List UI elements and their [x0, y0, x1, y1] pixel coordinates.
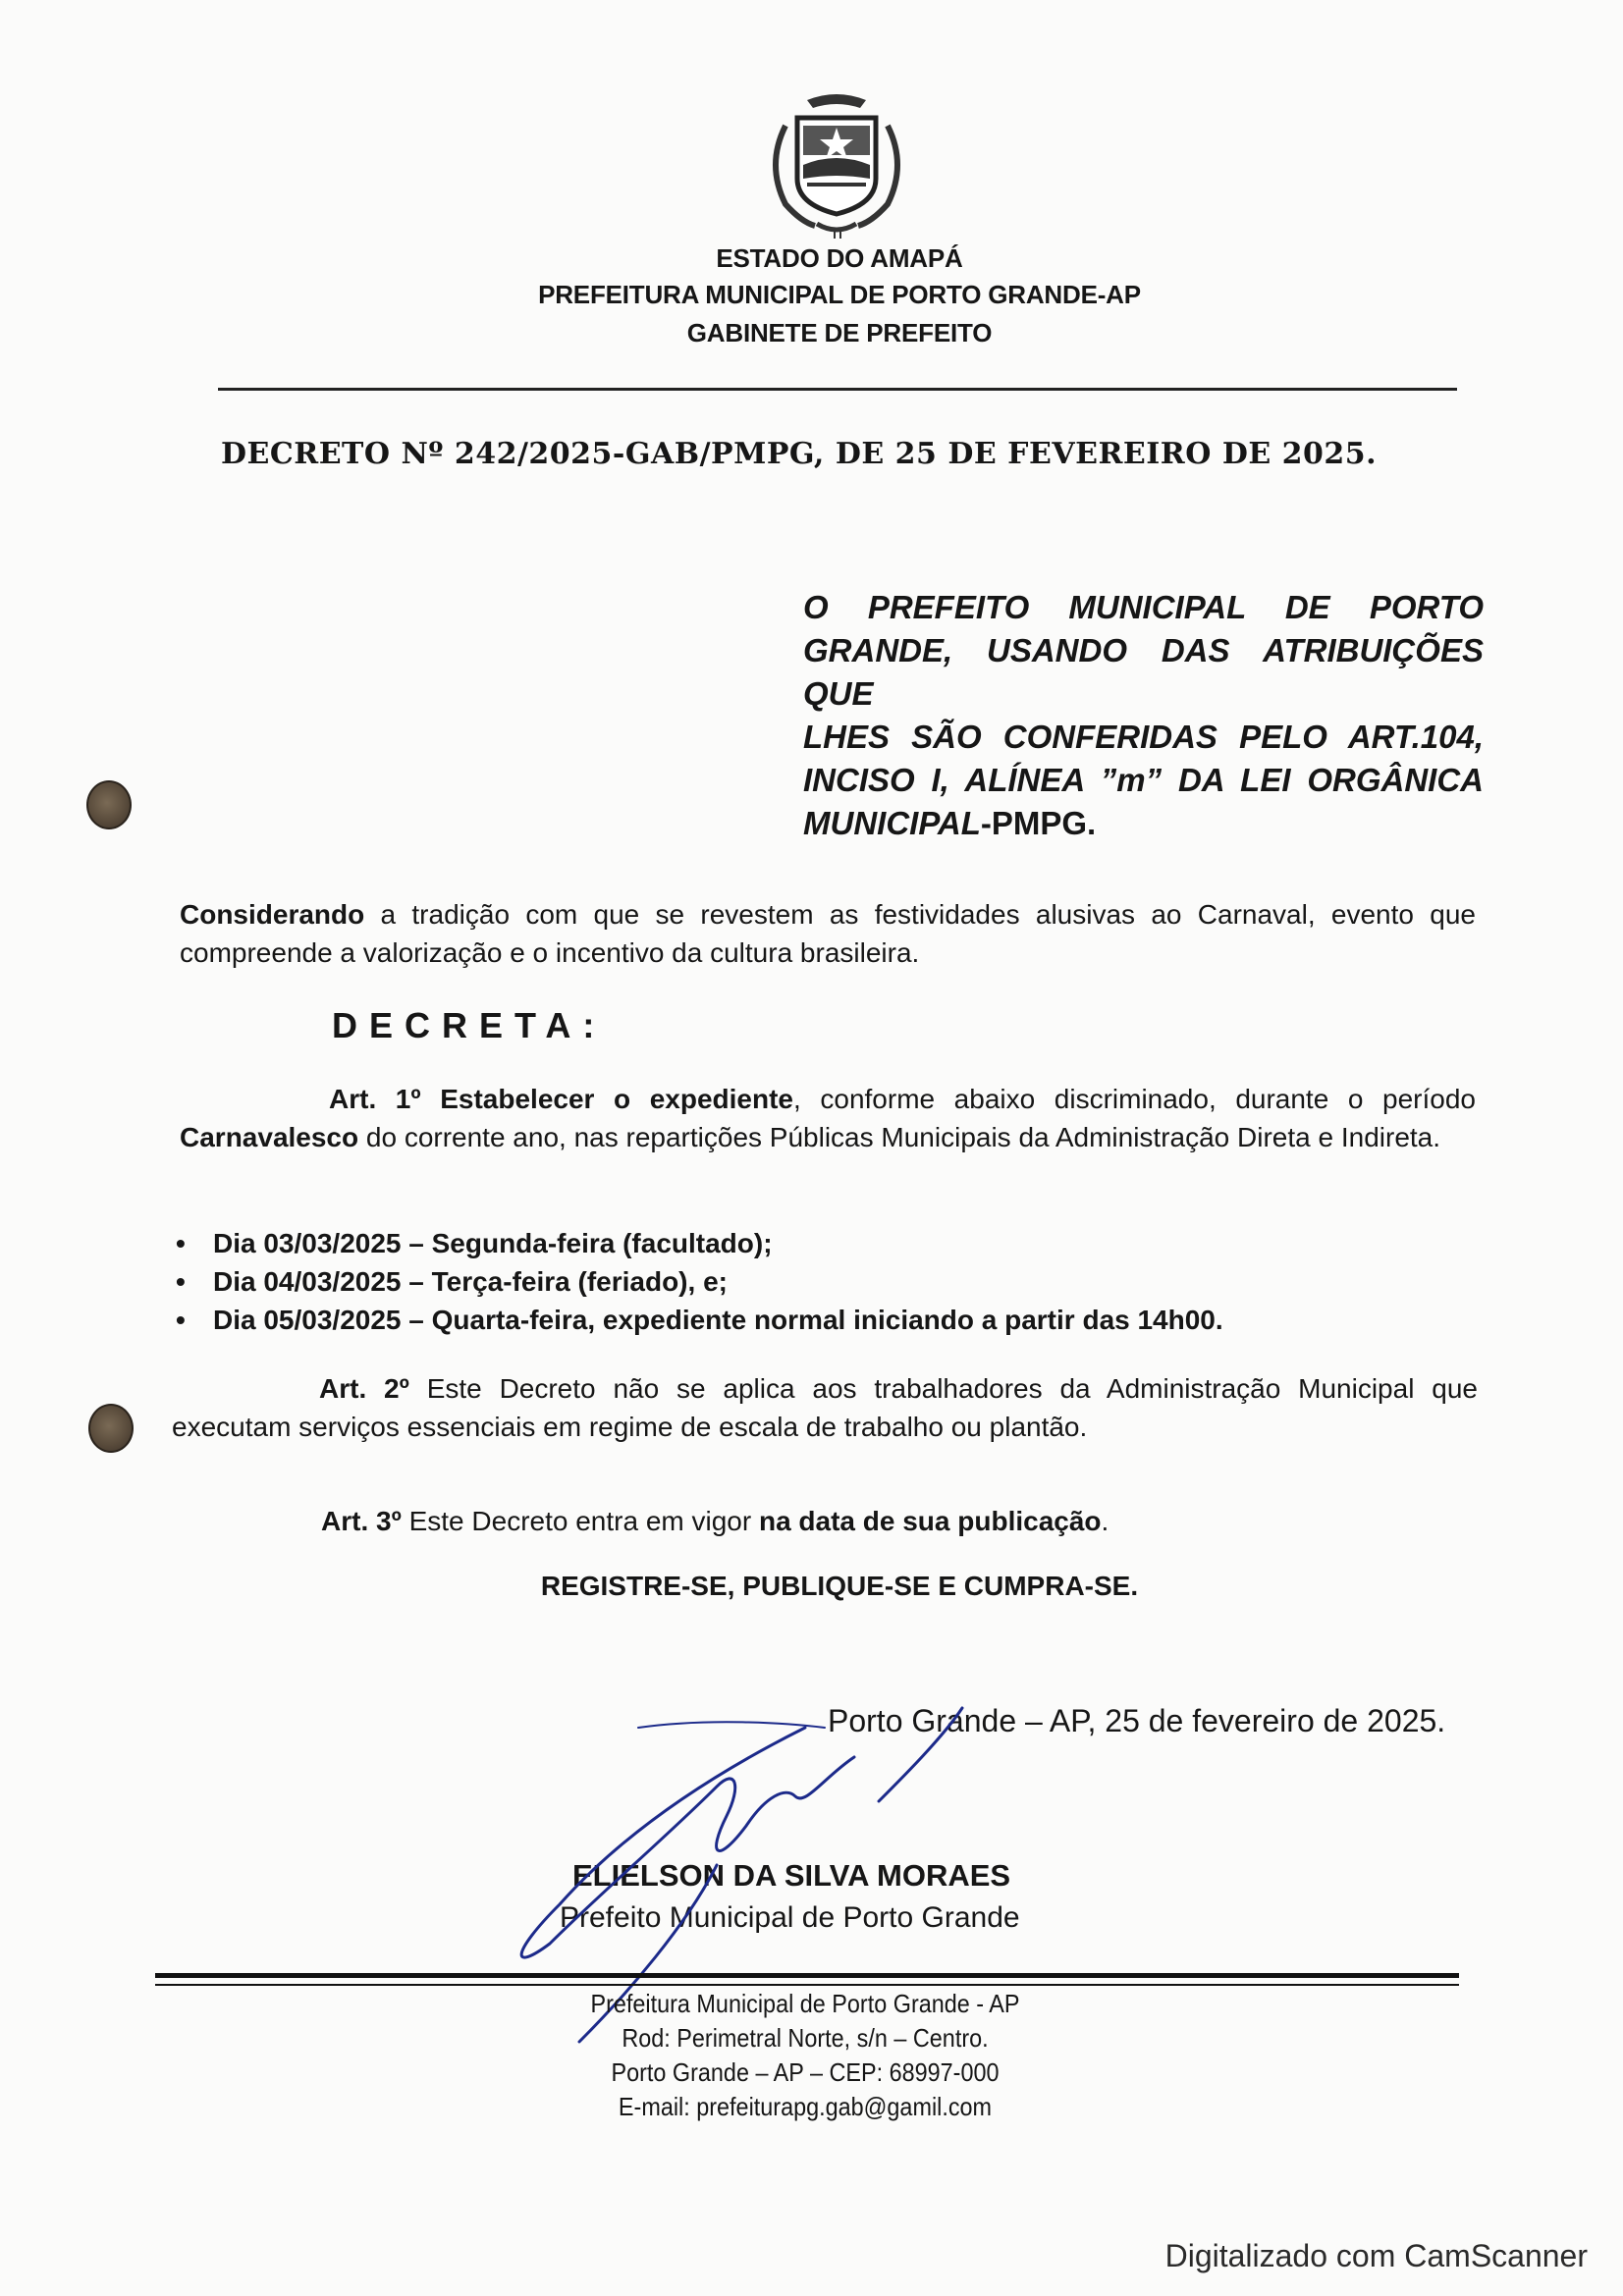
schedule-list [172, 1224, 1468, 1339]
decree-title: DECRETO Nº 242/2025-GAB/PMPG, DE 25 DE FEVEREIRO DE 2025. [221, 437, 1378, 471]
preamble [803, 586, 1484, 845]
signer-name: ELIELSON DA SILVA MORAES [572, 1858, 1011, 1893]
registre-line: REGISTRE-SE, PUBLIQUE-SE E CUMPRA-SE. [540, 1571, 1139, 1601]
article-1-text: , conforme abaixo discriminado, durante o período [793, 1084, 1477, 1114]
article-2 [172, 1369, 1478, 1446]
header-prefeitura: PREFEITURA MUNICIPAL DE PORTO GRANDE-AP [538, 280, 1141, 309]
article-2-text: Este Decreto não se aplica aos trabalhadores da Administração Municipal que executam serviços essenciais em regime de escala de trabalho ou plantão. [172, 1373, 1478, 1442]
footer-address [0, 1987, 1610, 2124]
article-2-label: Art. 2º [319, 1373, 409, 1404]
preamble-line: O PREFEITO MUNICIPAL DE PORTO [803, 589, 1484, 625]
article-1-bold: Estabelecer o expediente [420, 1084, 793, 1114]
list-item: • Dia 05/03/2025 – Quarta-feira, expediente normal iniciando a partir das 14h00. [172, 1301, 1468, 1339]
article-3-text: Este Decreto entra em vigor [401, 1506, 759, 1536]
preamble-line [803, 802, 1484, 845]
footer-line: Rod: Perimetral Norte, s/n – Centro. [622, 2023, 989, 2053]
article-3-bold: na data de sua publicação [758, 1506, 1102, 1536]
preamble-line: GRANDE, USANDO DAS ATRIBUIÇÕES QUE [803, 632, 1484, 712]
camscanner-watermark: Digitalizado com CamScanner [1164, 2238, 1588, 2273]
considerando-lead: Considerando [180, 899, 365, 930]
header-gabinete: GABINETE DE PREFEITO [686, 318, 993, 347]
article-1 [180, 1080, 1476, 1156]
list-item: • Dia 03/03/2025 – Segunda-feira (facultado); [172, 1224, 1468, 1262]
considerando-text: a tradição com que se revestem as festividades alusivas ao Carnaval, evento que compreende a valorização e o incentivo da cultura brasileira. [180, 899, 1476, 968]
decreta-heading: DECRETA: [332, 1005, 607, 1045]
footer-line: E-mail: prefeiturapg.gab@gamil.com [618, 2092, 993, 2121]
article-3 [321, 1502, 1480, 1540]
signer-title: Prefeito Municipal de Porto Grande [560, 1901, 1020, 1934]
list-item: • Dia 04/03/2025 – Terça-feira (feriado), e; [172, 1262, 1468, 1301]
preamble-municipal: MUNICIPAL [803, 805, 981, 841]
preamble-line: INCISO I, ALÍNEA ”m” DA LEI ORGÂNICA [803, 762, 1484, 798]
article-1-text-rest: do corrente ano, nas repartições Públicas Municipais da Administração Direta e Indireta. [358, 1122, 1441, 1152]
considerando-paragraph [180, 895, 1476, 972]
footer-line: Porto Grande – AP – CEP: 68997-000 [611, 2057, 1000, 2087]
footer-divider-thick [155, 1973, 1459, 1978]
article-3-label: Art. 3º [321, 1506, 402, 1536]
article-3-end: . [1101, 1506, 1109, 1536]
coat-of-arms-icon [758, 86, 915, 241]
header-state: ESTADO DO AMAPÁ [716, 243, 963, 273]
header-divider [218, 388, 1457, 391]
footer-line: Prefeitura Municipal de Porto Grande - AP [590, 1989, 1020, 2018]
preamble-pmpg: -PMPG. [980, 805, 1097, 841]
preamble-line: LHES SÃO CONFERIDAS PELO ART.104, [803, 719, 1484, 755]
punch-hole-top [86, 780, 132, 829]
article-1-label: Art. 1º [329, 1084, 421, 1114]
footer-divider-thin [155, 1984, 1459, 1986]
punch-hole-bottom [88, 1404, 134, 1453]
place-date: Porto Grande – AP, 25 de fevereiro de 2025. [828, 1703, 1446, 1738]
article-1-carnavalesco: Carnavalesco [180, 1122, 359, 1152]
